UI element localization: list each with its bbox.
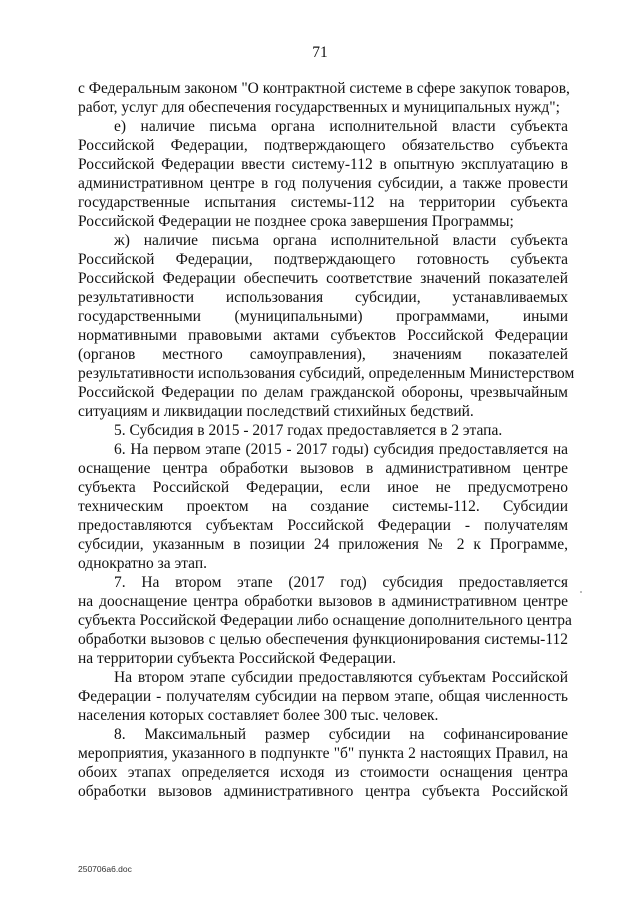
text-line: Российской Федерации, подтверждающего готовность субъекта bbox=[78, 251, 568, 268]
text-line: техническим проектом на создание системы-112. Субсидии bbox=[78, 498, 568, 515]
text-line: обработки вызовов административного центра субъекта Российской bbox=[78, 783, 568, 800]
text-line: 7. На втором этапе (2017 год) субсидия предоставляется bbox=[114, 574, 568, 591]
text-line: субъекта Российской Федерации, если иное не предусмотрено bbox=[78, 479, 568, 496]
text-line: работ, услуг для обеспечения государственных и муниципальных нужд"; bbox=[78, 99, 560, 116]
text-line: государственные испытания системы-112 на территории субъекта bbox=[78, 194, 568, 211]
text-line: 5. Субсидия в 2015 - 2017 годах предоставляется в 2 этапа. bbox=[114, 422, 503, 439]
text-line: нормативными правовыми актами субъектов Российской Федерации bbox=[78, 327, 568, 344]
text-line: административном центре в год получения субсидии, а также провести bbox=[78, 175, 568, 192]
text-line: субъекта Российской Федерации либо оснащение дополнительного центра bbox=[78, 612, 572, 629]
text-line: 8. Максимальный размер субсидии на софинансирование bbox=[114, 726, 568, 743]
text-line: (органов местного самоуправления), значениям показателей bbox=[78, 346, 568, 363]
text-line: населения которых составляет более 300 тыс. человек. bbox=[78, 707, 439, 724]
text-line: Российской Федерации обеспечить соответствие значений показателей bbox=[78, 270, 568, 287]
text-line: государственными (муниципальными) программами, иными bbox=[78, 308, 568, 325]
page-number: 71 bbox=[312, 44, 328, 61]
text-line: с Федеральным законом "О контрактной системе в сфере закупок товаров, bbox=[78, 80, 570, 97]
text-line: Российской Федерации по делам гражданской обороны, чрезвычайным bbox=[78, 384, 568, 401]
text-line: Российской Федерации не позднее срока завершения Программы; bbox=[78, 213, 514, 230]
text-line: субсидии, указанным в позиции 24 приложения № 2 к Программе, bbox=[78, 536, 568, 553]
text-line: обоих этапах определяется исходя из стоимости оснащения центра bbox=[78, 764, 568, 781]
text-line: Федерации - получателям субсидии на первом этапе, общая численность bbox=[78, 688, 568, 705]
text-line: е) наличие письма органа исполнительной власти субъекта bbox=[114, 118, 568, 135]
text-line: предоставляются субъектам Российской Федерации - получателям bbox=[78, 517, 568, 534]
text-line: оснащение центра обработки вызовов в административном центре bbox=[78, 460, 568, 477]
text-line: мероприятия, указанного в подпункте "б" пункта 2 настоящих Правил, на bbox=[78, 745, 568, 762]
text-line: 6. На первом этапе (2015 - 2017 годы) субсидия предоставляется на bbox=[114, 441, 568, 458]
text-line: Российской Федерации, подтверждающего обязательство субъекта bbox=[78, 137, 568, 154]
text-line: на дооснащение центра обработки вызовов в административном центре bbox=[78, 593, 568, 610]
text-line: ж) наличие письма органа исполнительной власти субъекта bbox=[114, 232, 568, 249]
text-line: однократно за этап. bbox=[78, 555, 208, 572]
text-line: результативности использования субсидии, устанавливаемых bbox=[78, 289, 568, 306]
footer-filename: 250706a6.doc bbox=[78, 864, 132, 874]
text-line: результативности использования субсидий, определенным Министерством bbox=[78, 365, 575, 382]
text-line: обработки вызовов с целью обеспечения функционирования системы-112 bbox=[78, 631, 568, 648]
document-body bbox=[78, 79, 575, 801]
text-line: на территории субъекта Российской Федерации. bbox=[78, 650, 397, 667]
text-line: На втором этапе субсидии предоставляются субъектам Российской bbox=[114, 669, 568, 686]
text-line: Российской Федерации ввести систему-112 в опытную эксплуатацию в bbox=[78, 156, 568, 173]
text-line: ситуациям и ликвидации последствий стихийных бедствий. bbox=[78, 403, 474, 420]
scan-speck bbox=[580, 591, 582, 593]
